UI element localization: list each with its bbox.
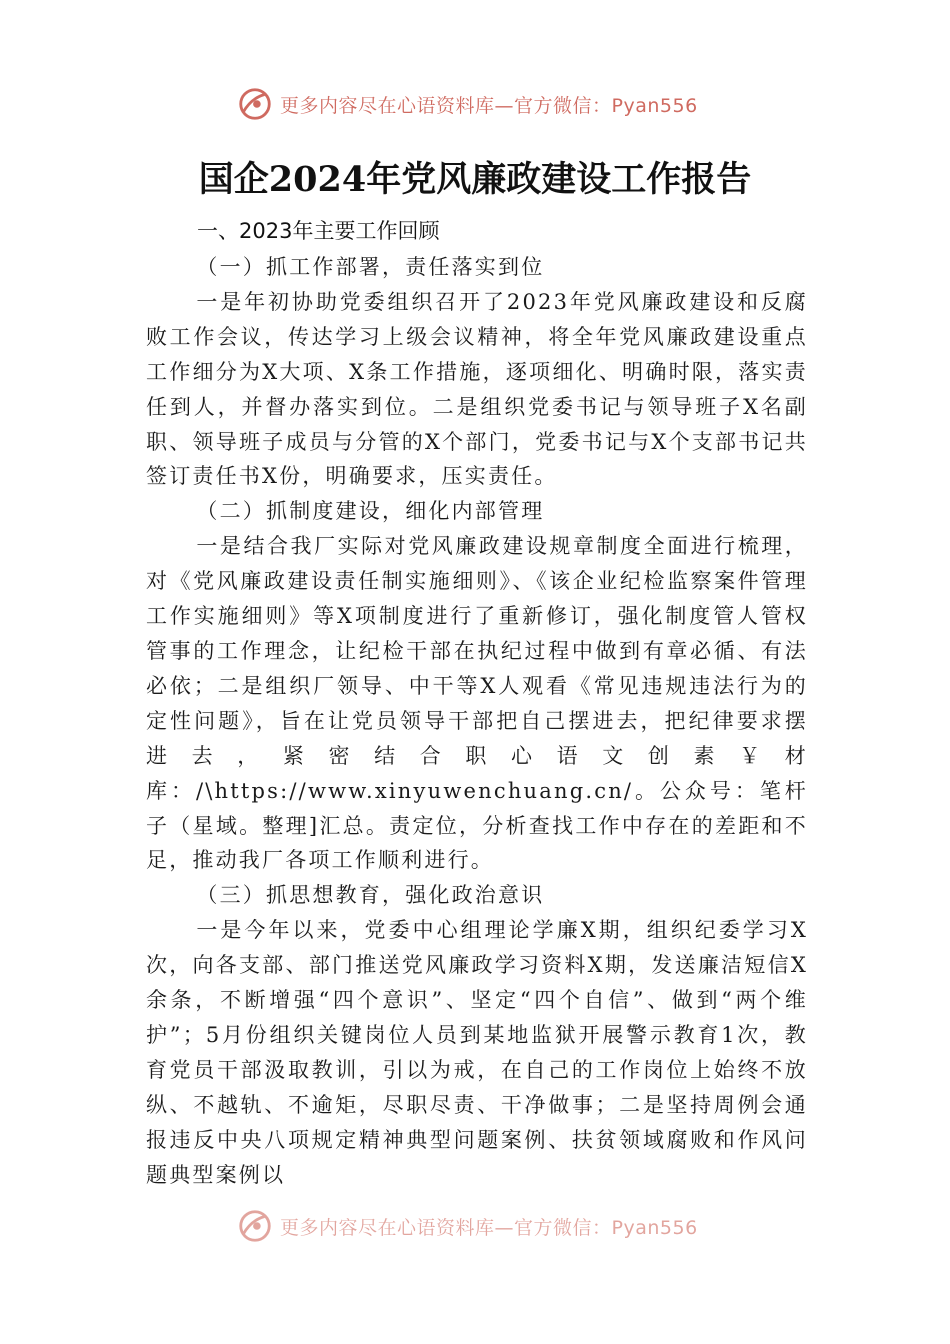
watermark-footer xyxy=(236,1206,698,1246)
document-title: 国企2024年党风廉政建设工作报告 xyxy=(198,159,752,200)
watermark-text: 更多内容尽在心语资料库—官方微信：Pyan556 xyxy=(280,1216,698,1239)
paragraph-3: 一是今年以来，党委中心组理论学廉X期，组织纪委学习X次，向各支部、部门推送党风廉政学习资料X期，发送廉洁短信X余条，不断增强“四个意识”、坚定“四个自信”、做到“两个维护”；5月份组织关键岗位人员到某地监狱开展警示教育1次，教育党员干部汲取教训，引以为戒，在自己的工作岗位上始终不放纵、不越轨、不逾矩，尽职尽责、干净做事；二是坚持周例会通报违反中央八项规定精神典型问题案例、扶贫领域腐败和作风问题典型案例以 xyxy=(146,918,808,1187)
watermark-text: 更多内容尽在心语资料库—官方微信：Pyan556 xyxy=(280,94,698,117)
brand-logo-icon xyxy=(236,85,274,123)
subsection-heading-2: （二）抓制度建设，细化内部管理 xyxy=(196,499,545,524)
section-heading: 一、2023年主要工作回顾 xyxy=(197,219,440,243)
document-body xyxy=(146,250,808,1192)
subsection-heading-1: （一）抓工作部署，责任落实到位 xyxy=(196,255,545,279)
subsection-heading-3: （三）抓思想教育，强化政治意识 xyxy=(196,883,545,908)
paragraph-1: 一是年初协助党委组织召开了2023年党风廉政建设和反腐败工作会议，传达学习上级会议精神，将全年党风廉政建设重点工作细分为X大项、X条工作措施，逐项细化、明确时限，落实责任到人，并督办落实到位。二是组织党委书记与领导班子X名副职、领导班子成员与分管的X个部门，党委书记与X个支部书记共签订责任书X份，明确要求，压实责任。 xyxy=(146,289,808,489)
watermark-header xyxy=(236,84,698,124)
paragraph-2: 一是结合我厂实际对党风廉政建设规章制度全面进行梳理，对《党风廉政建设责任制实施细则》、《该企业纪检监察案件管理工作实施细则》等X项制度进行了重新修订，强化制度管人管权管事的工作理念，让纪检干部在执纪过程中做到有章必循、有法必依；二是组织厂领导、中干等X人观看《常见违规违法行为的定性问题》，旨在让党员领导干部把自己摆进去，把纪律要求摆进去，紧密结合职心语文创素￥材库：/\https://www.xinyuwenchuang.cn/。公众号：笔杆子（星域。整理]汇总。责定位，分析查找工作中存在的差距和不足，推动我厂各项工作顺利进行。 xyxy=(146,534,808,873)
brand-logo-icon xyxy=(236,1207,274,1245)
